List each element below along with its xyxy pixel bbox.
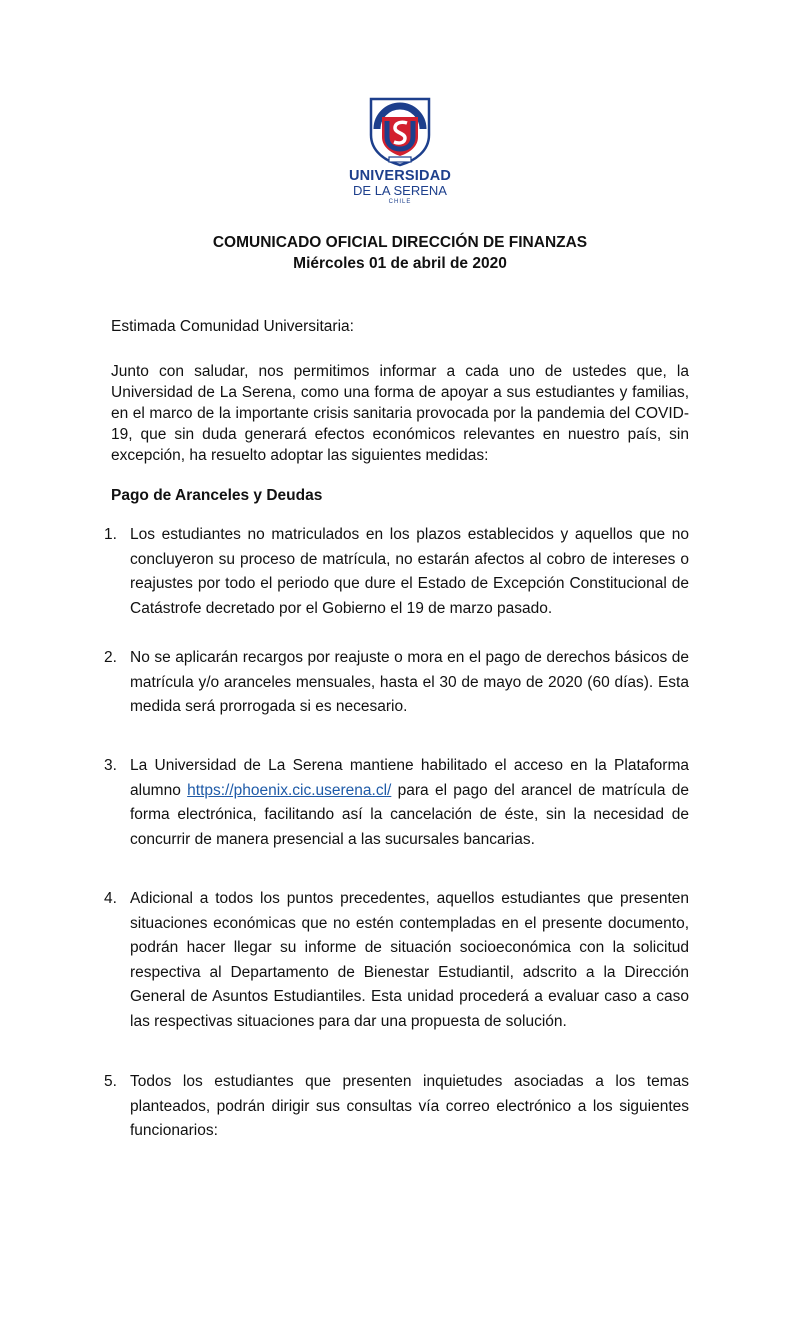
logo-name-line2: DE LA SERENA <box>353 183 447 198</box>
list-item-text: No se aplicarán recargos por reajuste o mora en el pago de derechos básicos de matrícula y/o aranceles mensuales, hasta el 30 de mayo de 2020 (60 días). Esta medida será prorrogada si es necesario. <box>130 649 689 715</box>
phoenix-platform-link[interactable]: https://phoenix.cic.userena.cl/ <box>187 781 392 799</box>
list-item <box>104 1070 689 1144</box>
list-item-text: Adicional a todos los puntos precedentes, aquellos estudiantes que presenten situaciones económicas que no estén contempladas en el presente documento, podrán hacer llegar su informe de situación socioeconómica con la solicitud respectiva al Departamento de Bienestar Estudiantil, adscrito a la Dirección General de Asuntos Estudiantiles. Esta unidad procederá a evaluar caso a caso las respectivas situaciones para dar una propuesta de solución. <box>130 890 689 1030</box>
list-item-number: 5. <box>104 1073 117 1090</box>
greeting: Estimada Comunidad Universitaria: <box>111 318 354 335</box>
list-item-text: Todos los estudiantes que presenten inquietudes asociadas a los temas planteados, podrán dirigir sus consultas vía correo electrónico a los siguientes funcionarios: <box>130 1073 689 1139</box>
list-item-text: Los estudiantes no matriculados en los plazos establecidos y aquellos que no concluyeron su proceso de matrícula, no estarán afectos al cobro de intereses o reajustes por todo el periodo que dure el Estado de Excepción Constitucional de Catástrofe decretado por el Gobierno el 19 de marzo pasado. <box>130 526 689 617</box>
list-item <box>104 887 689 1034</box>
list-item-number: 3. <box>104 757 117 774</box>
document-date: Miércoles 01 de abril de 2020 <box>293 255 507 272</box>
university-crest-icon <box>367 95 433 167</box>
intro-paragraph: Junto con saludar, nos permitimos informar a cada uno de ustedes que, la Universidad de La Serena, como una forma de apoyar a sus estudiantes y familias, en el marco de la importante crisis sanitaria provocada por la pandemia del COVID-19, que sin duda generará efectos económicos relevantes en nuestro país, sin excepción, ha resuelto adoptar las siguientes medidas: <box>111 363 689 464</box>
section-heading: Pago de Aranceles y Deudas <box>111 487 323 504</box>
list-item-number: 1. <box>104 526 117 543</box>
list-item-text-before-link: La Universidad de La Serena mantiene habilitado el acceso en la Plataforma alumno <box>130 757 689 799</box>
list-item <box>104 523 689 621</box>
list-item-number: 2. <box>104 649 117 666</box>
logo-country: CHILE <box>388 199 412 205</box>
list-item-text <box>130 754 689 852</box>
university-logo <box>340 95 460 206</box>
document-title: COMUNICADO OFICIAL DIRECCIÓN DE FINANZAS <box>212 234 588 251</box>
list-item-number: 4. <box>104 890 117 907</box>
list-item <box>104 754 689 852</box>
list-item-text-after-link: para el pago del arancel de matrícula de forma electrónica, facilitando así la cancelación de éste, sin la necesidad de concurrir de manera presencial a las sucursales bancarias. <box>130 781 689 848</box>
document-header <box>110 232 690 274</box>
list-item <box>104 646 689 720</box>
logo-name-line1: UNIVERSIDAD <box>348 168 452 184</box>
